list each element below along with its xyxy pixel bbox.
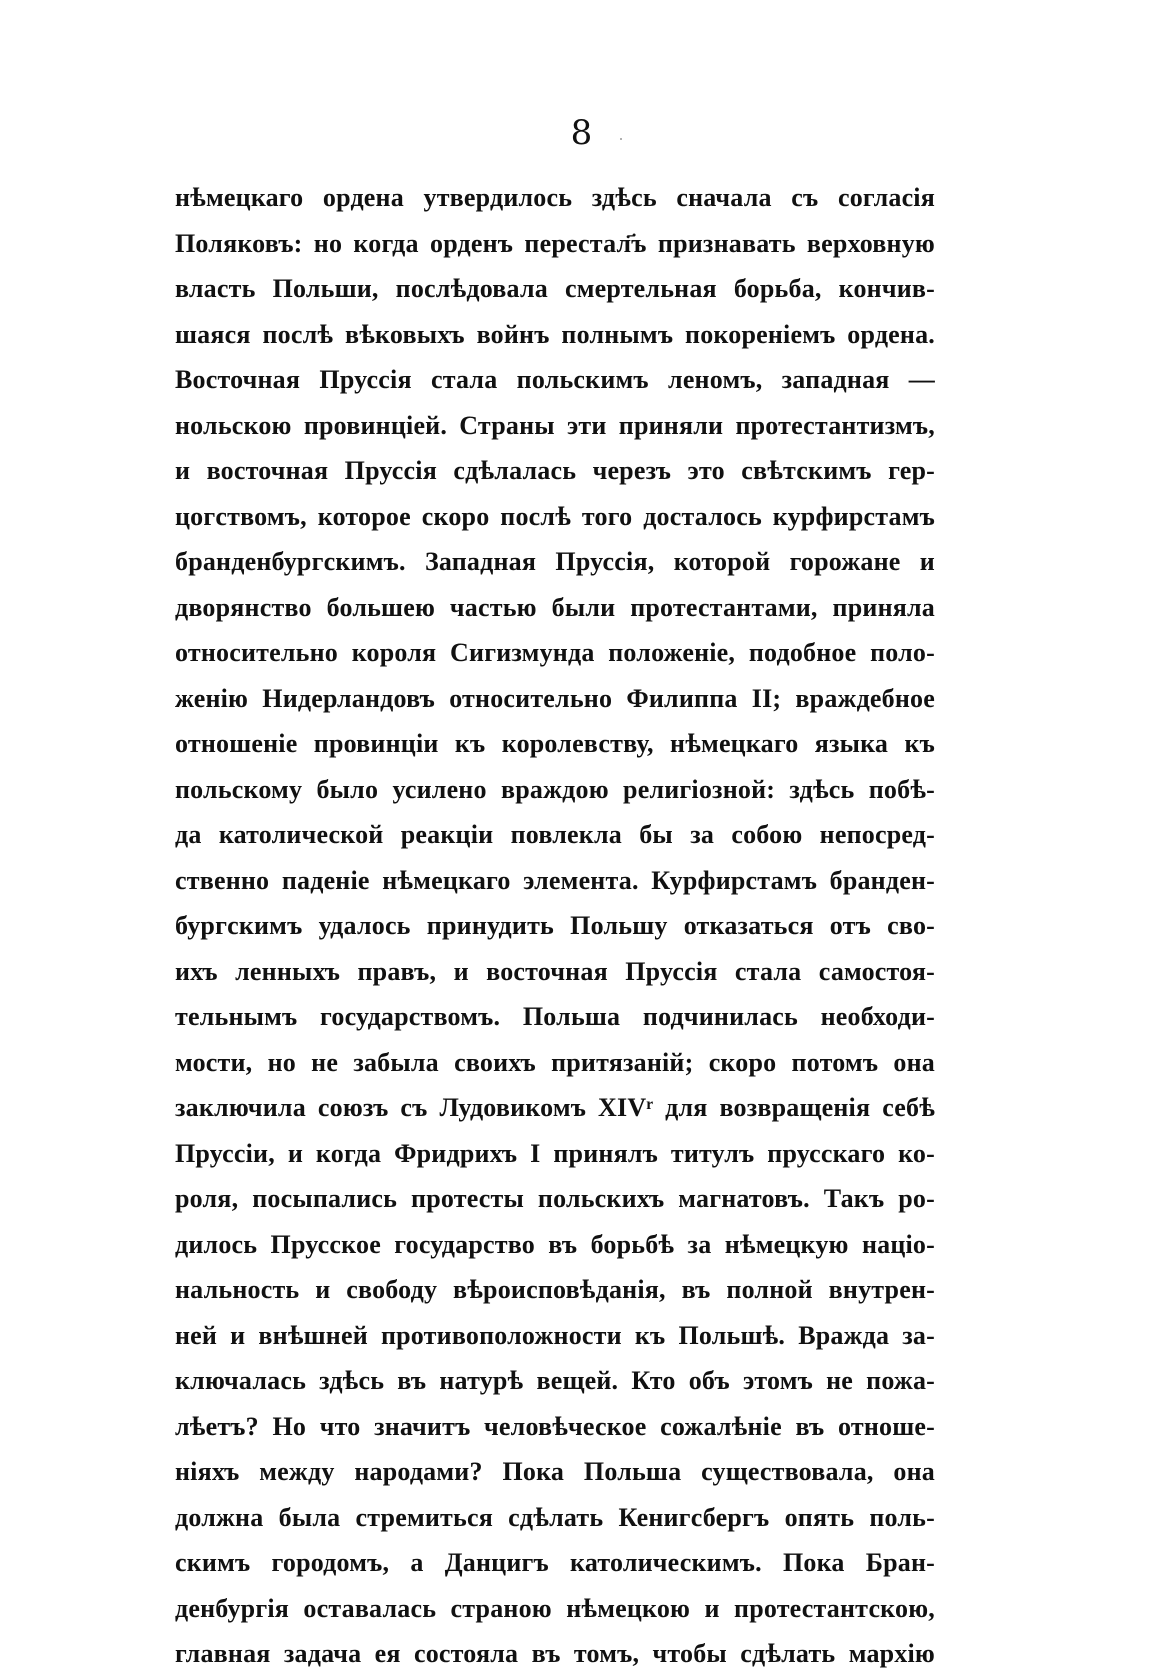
text-line: ключалась здѣсь въ натурѣ вещей. Кто объ этомъ не пожа- xyxy=(175,1366,935,1395)
paper-speck xyxy=(620,138,622,140)
text-line: власть Польши, послѣдовала смертельная борьба, кончив- xyxy=(175,274,935,303)
text-line: нальность и свободу вѣроисповѣданія, въ полной внутрен- xyxy=(175,1275,935,1304)
text-line: отношеніе провинціи къ королевству, нѣмецкаго языка къ xyxy=(175,729,935,758)
text-line: главная задача ея состояла въ томъ, чтобы сдѣлать мархію xyxy=(175,1639,935,1668)
text-line: Поляковъ: но когда орденъ перестал҃ъ признавать верховную xyxy=(175,228,935,258)
text-line: ней и внѣшней противоположности къ Польшѣ. Вражда за- xyxy=(175,1320,935,1350)
text-line: да католической реакціи повлекла бы за собою непосред- xyxy=(175,820,935,849)
text-line: ственно паденіе нѣмецкаго элемента. Курфирстамъ бранден- xyxy=(175,865,935,895)
text-line: польскому было усилено враждою религіозной: здѣсь побѣ- xyxy=(175,774,935,804)
text-line: должна была стремиться сдѣлать Кенигсбергъ опять поль- xyxy=(175,1502,935,1532)
text-line: и восточная Пруссія сдѣлалась черезъ это свѣтскимъ гер- xyxy=(175,456,935,485)
text-line: мости, но не забыла своихъ притязаній; скоро потомъ она xyxy=(175,1047,935,1077)
text-line: бранденбургскимъ. Западная Пруссія, которой горожане и xyxy=(175,547,935,576)
text-line: нѣмецкаго ордена утвердилось здѣсь сначала съ согласія xyxy=(175,183,935,212)
text-line: бургскимъ удалось принудить Польшу отказаться отъ сво- xyxy=(175,911,935,940)
text-line: дворянство большею частью были протестантами, приняла xyxy=(175,592,935,622)
text-line: нольскою провинціей. Страны эти приняли протестантизмъ, xyxy=(175,410,935,440)
text-line: скимъ городомъ, а Данцигъ католическимъ. Пока Бран- xyxy=(175,1548,935,1577)
page-number: 8 xyxy=(570,113,593,153)
text-line: Пруссіи, и когда Фридрихъ I принялъ титулъ прусскаго ко- xyxy=(175,1138,935,1168)
text-line: денбургія оставалась страною нѣмецкою и протестантскою, xyxy=(175,1593,935,1623)
text-line: дилось Прусское государство въ борьбѣ за нѣмецкую націо- xyxy=(175,1229,935,1259)
text-line: женію Нидерландовъ относительно Филиппа II; враждебное xyxy=(175,683,935,713)
text-line: шаяся послѣ вѣковыхъ войнъ полнымъ покореніемъ ордена. xyxy=(175,319,935,349)
text-line: заключила союзъ съ Лудовикомъ XIVʳ для возвращенія себѣ xyxy=(175,1093,935,1122)
text-line: роля, посыпались протесты польскихъ магнатовъ. Такъ ро- xyxy=(175,1184,935,1213)
text-line: лѣетъ? Но что значитъ человѣческое сожалѣніе въ отноше- xyxy=(175,1411,935,1441)
text-line: цогствомъ, которое скоро послѣ того досталось курфирстамъ xyxy=(175,501,935,531)
body-text xyxy=(175,175,935,1677)
text-line: ніяхъ между народами? Пока Польша существовала, она xyxy=(175,1457,935,1486)
text-line: Восточная Пруссія стала польскимъ леномъ, западная — xyxy=(175,365,935,394)
text-line: тельнымъ государствомъ. Польша подчинилась необходи- xyxy=(175,1002,935,1031)
text-line: ихъ ленныхъ правъ, и восточная Пруссія стала самостоя- xyxy=(175,956,935,986)
text-line: относительно короля Сигизмунда положеніе, подобное поло- xyxy=(175,638,935,667)
